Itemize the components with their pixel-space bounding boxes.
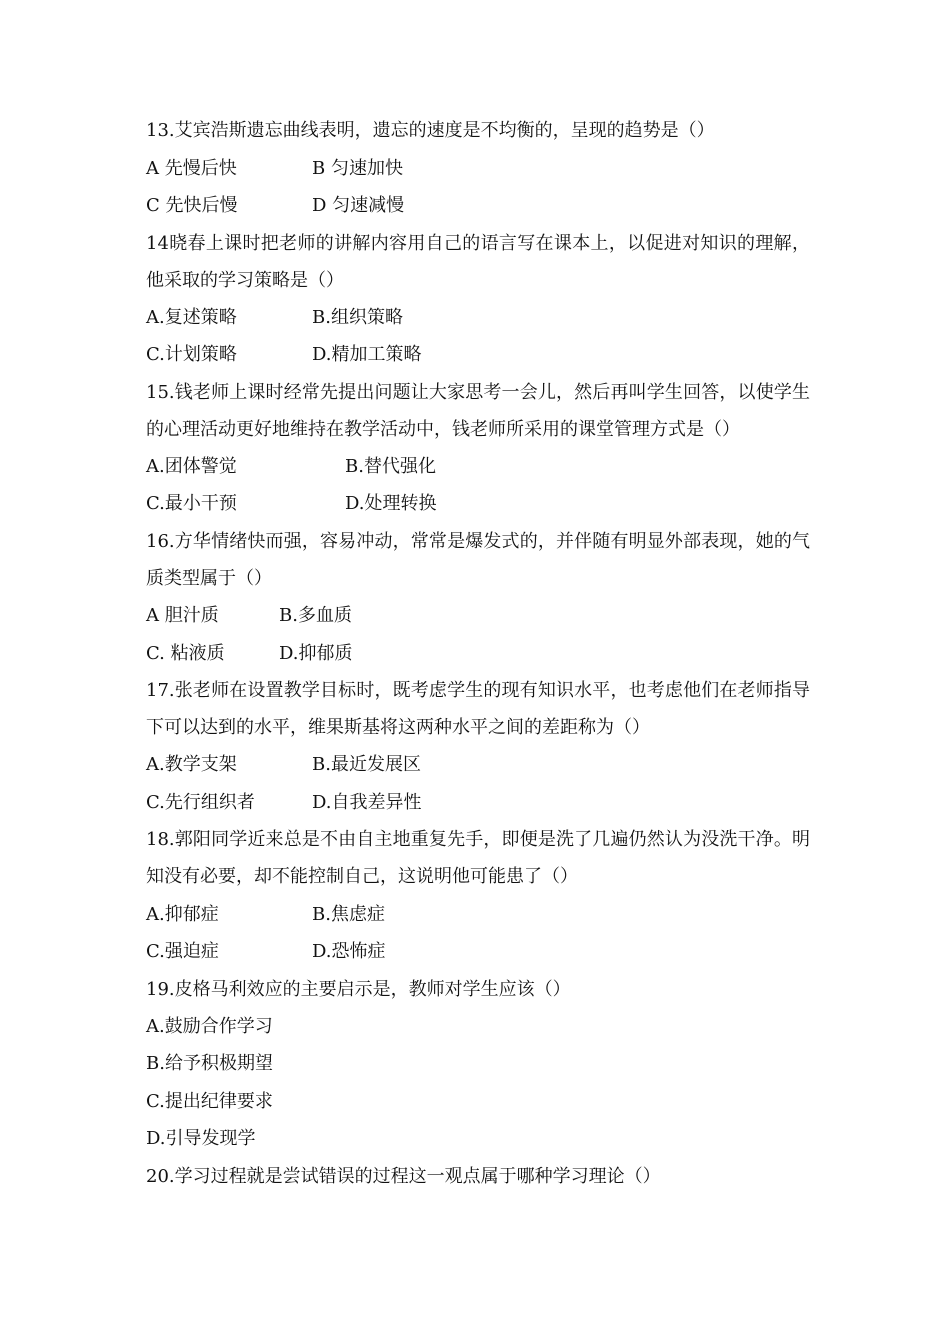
option-d: D.恐怖症 xyxy=(312,941,386,962)
question-16: 16.方华情绪快而强，容易冲动，常常是爆发式的，并伴随有明显外部表现，她的气质类型属于（） xyxy=(146,531,810,590)
option-b: B.替代强化 xyxy=(345,456,436,477)
option-c: C.计划策略 xyxy=(146,344,237,365)
option-d: D.引导发现学 xyxy=(146,1128,256,1149)
option-c: C.提出纪律要求 xyxy=(146,1091,273,1112)
option-b: B.焦虑症 xyxy=(312,904,385,925)
question-17: 17.张老师在设置教学目标时，既考虑学生的现有知识水平，也考虑他们在老师指导下可以达到的水平，维果斯基将这两种水平之间的差距称为（） xyxy=(146,680,810,739)
option-c: C. 粘液质 xyxy=(146,643,225,664)
option-c: C 先快后慢 xyxy=(146,195,238,216)
option-a: A.复述策略 xyxy=(146,307,237,328)
option-d: D.精加工策略 xyxy=(312,344,422,365)
option-d: D 匀速减慢 xyxy=(312,195,405,216)
option-c: C.先行组织者 xyxy=(146,792,255,813)
question-15: 15.钱老师上课时经常先提出问题让大家思考一会儿，然后再叫学生回答，以使学生的心理活动更好地维持在教学活动中，钱老师所采用的课堂管理方式是（） xyxy=(146,382,810,441)
question-20: 20.学习过程就是尝试错误的过程这一观点属于哪种学习理论（） xyxy=(146,1166,661,1187)
option-a: A.鼓励合作学习 xyxy=(146,1016,273,1037)
option-d: D.抑郁质 xyxy=(279,643,353,664)
option-b: B 匀速加快 xyxy=(312,158,403,179)
option-a: A 先慢后快 xyxy=(146,158,237,179)
option-d: D.处理转换 xyxy=(345,493,437,514)
question-18: 18.郭阳同学近来总是不由自主地重复先手，即便是洗了几遍仍然认为没洗干净。明知没有必要，却不能控制自己，这说明他可能患了（） xyxy=(146,829,810,888)
option-c: C.强迫症 xyxy=(146,941,219,962)
question-13: 13.艾宾浩斯遗忘曲线表明，遗忘的速度是不均衡的，呈现的趋势是（） xyxy=(146,120,715,141)
option-b: B.最近发展区 xyxy=(312,754,421,775)
option-c: C.最小干预 xyxy=(146,493,237,514)
question-14: 14晓春上课时把老师的讲解内容用自己的语言写在课本上，以促进对知识的理解，他采取的学习策略是（） xyxy=(146,233,810,292)
question-19: 19.皮格马利效应的主要启示是，教师对学生应该（） xyxy=(146,979,571,1000)
option-b: B.给予积极期望 xyxy=(146,1053,273,1074)
option-b: B.组织策略 xyxy=(312,307,403,328)
option-b: B.多血质 xyxy=(279,605,352,626)
option-a: A 胆汁质 xyxy=(146,605,219,626)
option-a: A.团体警觉 xyxy=(146,456,237,477)
option-a: A.抑郁症 xyxy=(146,904,219,925)
option-d: D.自我差异性 xyxy=(312,792,422,813)
option-a: A.教学支架 xyxy=(146,754,237,775)
